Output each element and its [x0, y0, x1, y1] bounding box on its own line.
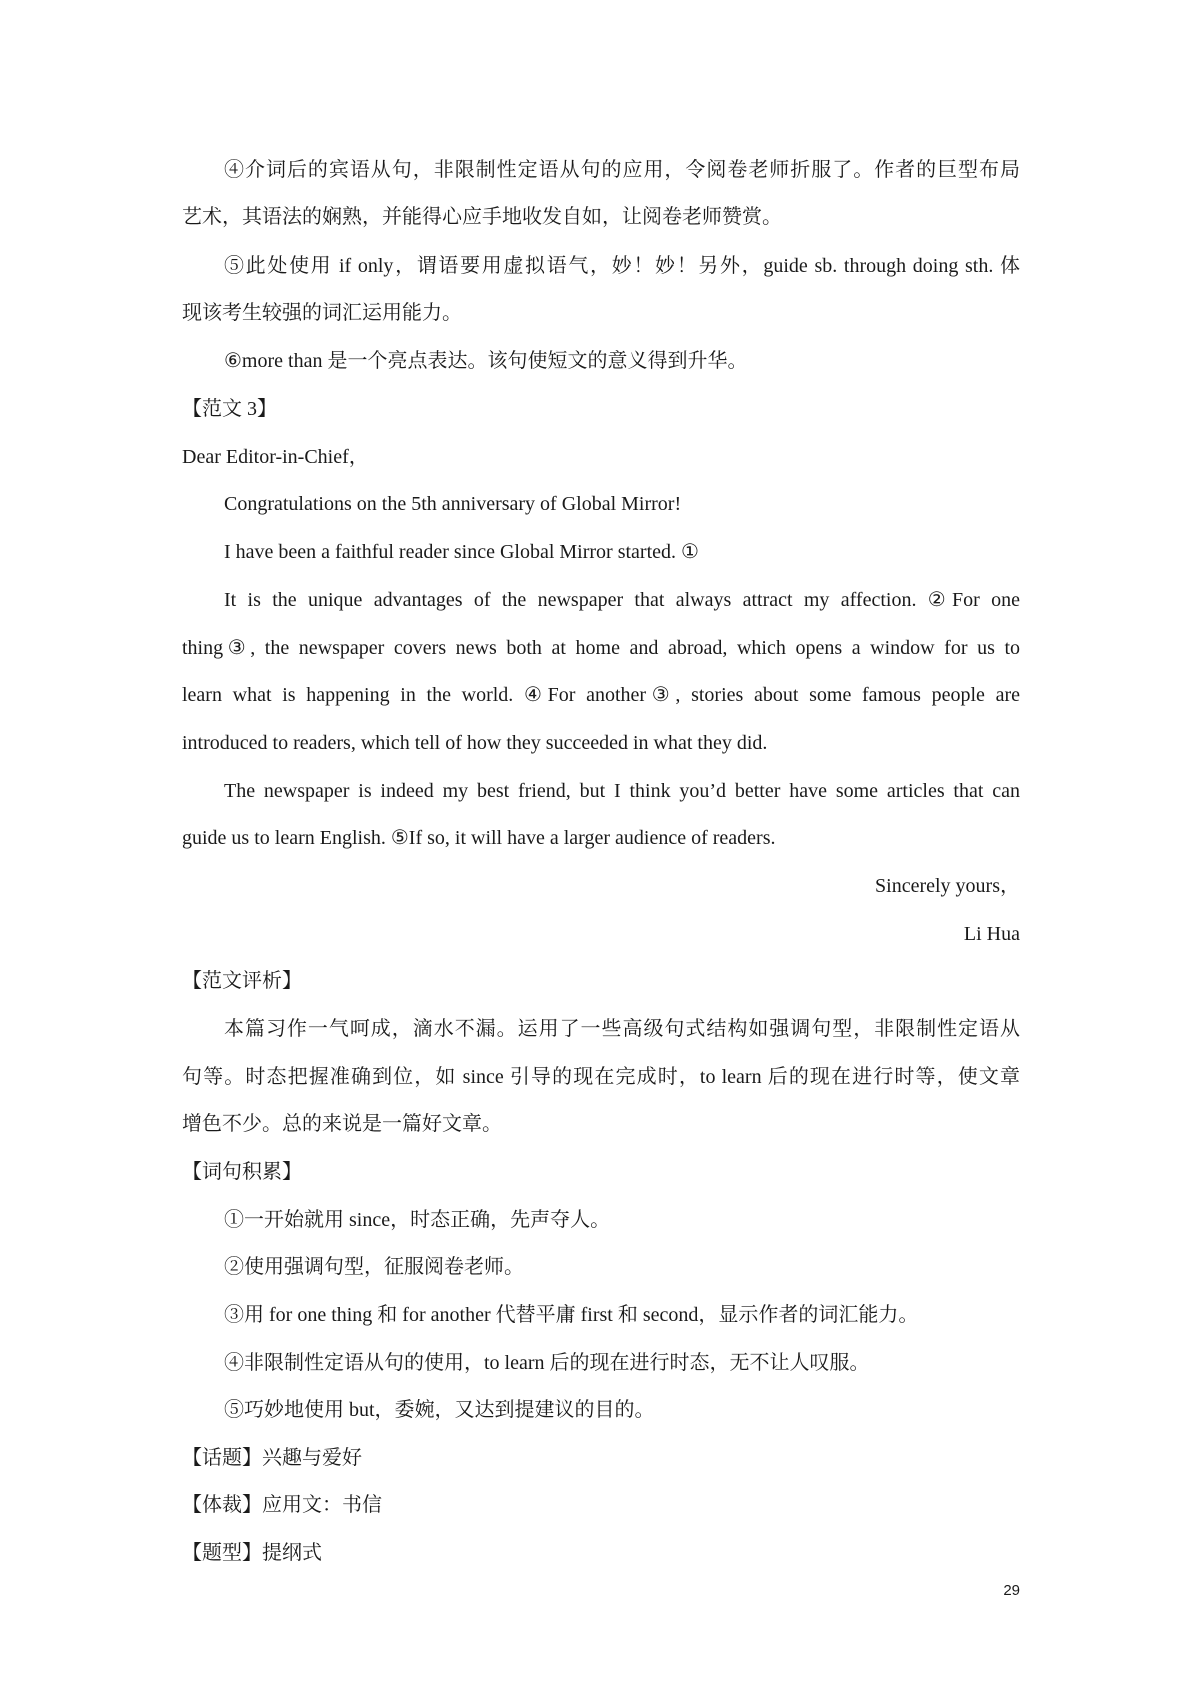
letter-paragraph-3-line-4: introduced to readers, which tell of how they succeeded in what they did. — [182, 732, 768, 754]
genre-line: 【体裁】应用文：书信 — [182, 1494, 382, 1516]
letter-paragraph-3-line-3: learn what is happening in the world. ④For another③, stories about some famous people are — [182, 684, 1020, 706]
topic-line: 【话题】兴趣与爱好 — [182, 1447, 362, 1469]
vocabulary-heading: 【词句积累】 — [182, 1161, 302, 1183]
analysis-line-2: 句等。时态把握准确到位，如 since 引导的现在完成时，to learn 后的现在进行时等，使文章 — [182, 1066, 1020, 1088]
letter-paragraph-3-line-1: It is the unique advantages of the newspaper that always attract my affection. ②For one — [224, 589, 1020, 611]
sample-3-heading: 【范文 3】 — [182, 398, 277, 420]
letter-paragraph-1: Congratulations on the 5th anniversary of Global Mirror! — [224, 493, 682, 515]
analysis-line-3: 增色不少。总的来说是一篇好文章。 — [182, 1113, 502, 1135]
note-5-line-1: ⑤此处使用 if only，谓语要用虚拟语气，妙！妙！另外，guide sb. through doing sth. 体 — [224, 255, 1020, 277]
letter-signature: Li Hua — [963, 923, 1020, 945]
letter-paragraph-4-line-2: guide us to learn English. ⑤If so, it will have a larger audience of readers. — [182, 827, 776, 849]
page-number: 29 — [1003, 1582, 1020, 1599]
note-6: ⑥more than 是一个亮点表达。该句使短文的意义得到升华。 — [224, 350, 748, 372]
vocabulary-item-4: ④非限制性定语从句的使用，to learn 后的现在进行时态，无不让人叹服。 — [224, 1352, 870, 1374]
note-4-line-2: 艺术，其语法的娴熟，并能得心应手地收发自如，让阅卷老师赞赏。 — [182, 206, 782, 228]
vocabulary-item-2: ②使用强调句型，征服阅卷老师。 — [224, 1256, 524, 1278]
vocabulary-item-5: ⑤巧妙地使用 but，委婉，又达到提建议的目的。 — [224, 1399, 655, 1421]
question-type-line: 【题型】提纲式 — [182, 1542, 322, 1564]
note-4-line-1: ④介词后的宾语从句，非限制性定语从句的应用，令阅卷老师折服了。作者的巨型布局 — [224, 159, 1020, 181]
letter-closing: Sincerely yours， — [875, 875, 1020, 897]
analysis-heading: 【范文评析】 — [182, 970, 302, 992]
letter-paragraph-4-line-1: The newspaper is indeed my best friend, but I think you’d better have some articles that can — [224, 780, 1020, 802]
analysis-line-1: 本篇习作一气呵成，滴水不漏。运用了一些高级句式结构如强调句型，非限制性定语从 — [224, 1018, 1020, 1040]
letter-paragraph-3-line-2: thing③, the newspaper covers news both at home and abroad, which opens a window for us to — [182, 637, 1020, 659]
vocabulary-item-1: ①一开始就用 since，时态正确，先声夺人。 — [224, 1209, 611, 1231]
vocabulary-item-3: ③用 for one thing 和 for another 代替平庸 first 和 second，显示作者的词汇能力。 — [224, 1304, 919, 1326]
note-5-line-2: 现该考生较强的词汇运用能力。 — [182, 302, 462, 324]
letter-paragraph-2: I have been a faithful reader since Global Mirror started. ① — [224, 541, 699, 563]
letter-salutation: Dear Editor-in-Chief， — [182, 446, 369, 468]
